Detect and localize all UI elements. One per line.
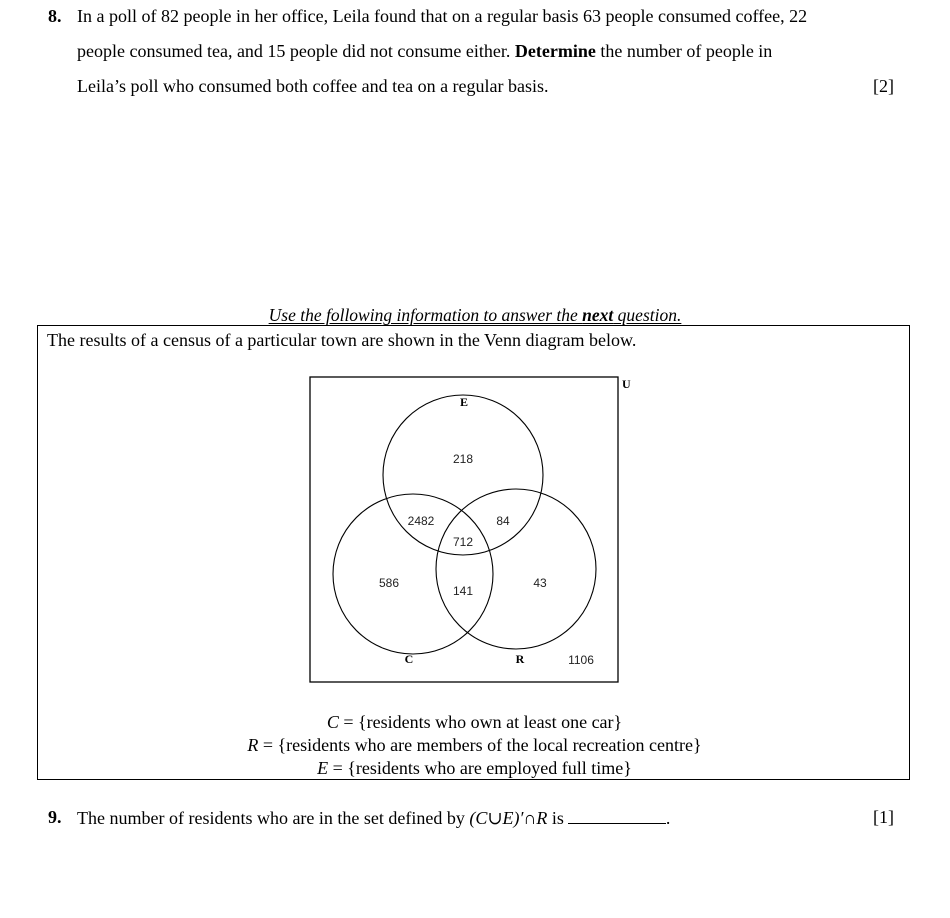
definition-e-symbol: E [317,758,329,778]
circle-r [436,489,596,649]
determine-keyword: Determine [514,41,596,61]
region-e-and-r-only: 84 [496,514,510,528]
question-9-period: . [665,808,671,828]
info-title-end: question. [613,305,682,325]
info-title-start: Use the following information to answer the [268,305,583,325]
question-8-line-2-start: people consumed tea, and 15 people did not consume either. [77,41,515,61]
definition-c [38,712,911,733]
question-8-number: 8. [48,6,62,26]
definition-e [38,758,911,779]
question-8-line-2 [77,41,772,62]
question-8-line-2-end: the number of people in [595,41,773,61]
region-r-only: 43 [533,576,547,590]
info-intro: The results of a census of a particular town are shown in the Venn diagram below. [47,330,637,350]
set-label-c: C [404,652,414,666]
info-box [37,325,910,780]
region-c-and-r-only: 141 [452,584,474,598]
region-c-only: 586 [378,576,400,590]
region-e-only: 218 [452,452,474,466]
question-8-marks: [2] [873,76,894,96]
region-all-three: 712 [452,535,474,549]
definition-r [38,735,911,756]
set-label-r: R [515,652,525,666]
set-label-e: E [459,395,469,409]
definition-e-text: = {residents who are employed full time} [328,758,632,778]
question-9-text [77,807,670,829]
info-title-next: next [582,305,614,325]
question-9-text-start: The number of residents who are in the set defined by [77,808,470,828]
definition-r-text: = {residents who are members of the local recreation centre} [258,735,702,755]
definition-r-symbol: R [247,735,259,755]
question-9-number: 9. [48,807,62,827]
set-expression: (C∪E)′∩R [469,808,548,828]
question-8-line-3: Leila’s poll who consumed both coffee and tea on a regular basis. [77,76,549,96]
answer-blank[interactable] [568,807,666,824]
circle-e [383,395,543,555]
question-8-line-1: In a poll of 82 people in her office, Leila found that on a regular basis 63 people consumed coffee, 22 [77,6,808,26]
definition-c-symbol: C [326,712,339,732]
question-9-text-end: is [547,808,564,828]
region-outside: 1106 [568,653,594,667]
universal-set-label: U [622,377,631,391]
region-c-and-e-only: 2482 [407,514,435,528]
definition-c-text: = {residents who own at least one car} [338,712,623,732]
question-9-marks: [1] [873,807,894,827]
info-title [0,305,950,326]
